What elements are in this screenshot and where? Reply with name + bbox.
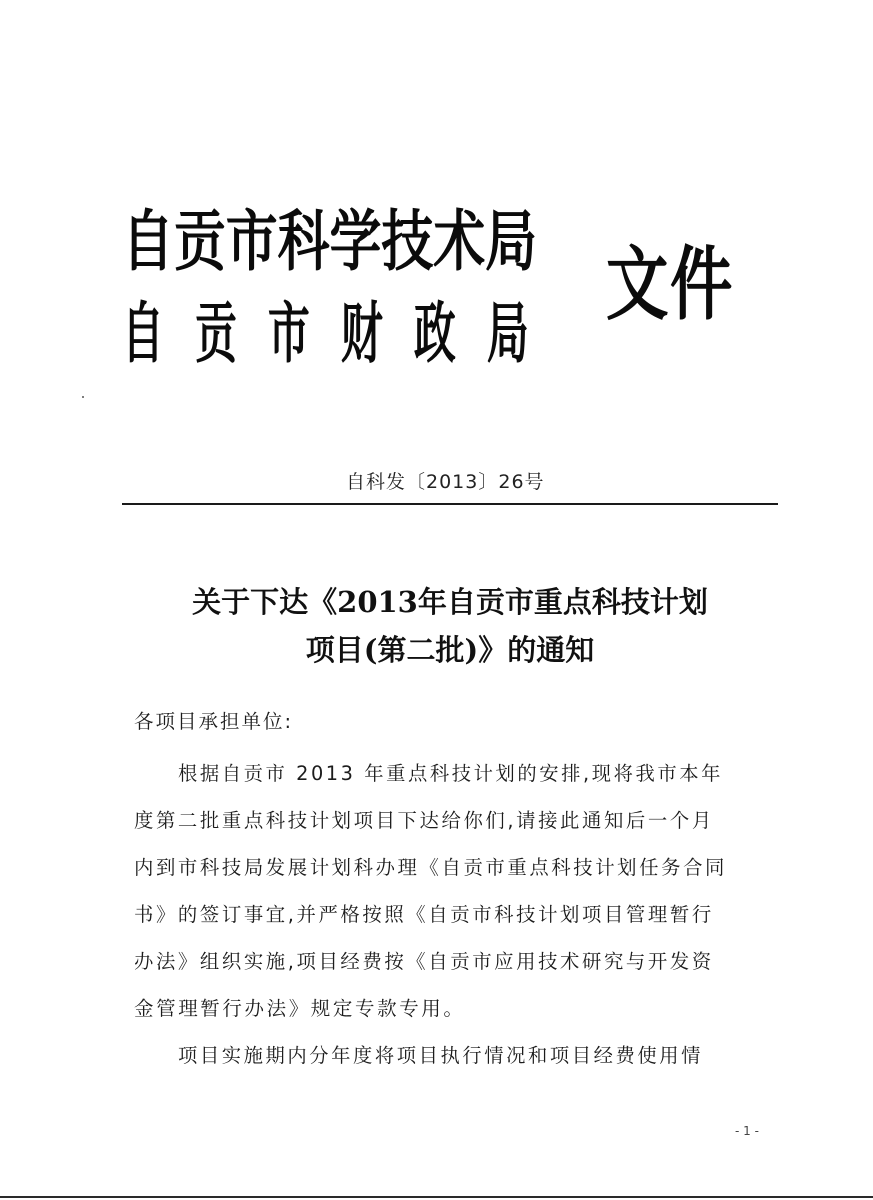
paragraph-2-line: 项目实施期内分年度将项目执行情况和项目经费使用情 (178, 1044, 704, 1067)
notice-title-line-2: 项目(第二批)》的通知 (305, 633, 595, 667)
paragraph-1-line: 书》的签订事宜,并严格按照《自贡市科技计划项目管理暂行 (134, 903, 714, 926)
salutation: 各项目承担单位: (134, 710, 294, 733)
paragraph-1-line: 办法》组织实施,项目经费按《自贡市应用技术研究与开发资 (134, 950, 714, 973)
notice-title-line-1: 关于下达《2013年自贡市重点科技计划 (192, 585, 708, 619)
issuer-line-2: 自 贡 市 财 政 局 (122, 294, 537, 372)
scan-bottom-edge (0, 1196, 873, 1198)
header-divider (122, 503, 778, 505)
scan-speck (82, 396, 84, 398)
paragraph-1-line: 金管理暂行办法》规定专款专用。 (134, 997, 466, 1020)
paragraph-1-line: 度第二批重点科技计划项目下达给你们,请接此通知后一个月 (134, 809, 714, 832)
document-type-label: 文件 (606, 237, 735, 331)
issuer-line-1: 自贡市科学技术局 (122, 202, 538, 280)
paragraph-1-line: 内到市科技局发展计划科办理《自贡市重点科技计划任务合同 (134, 856, 728, 879)
page-number: - 1 - (735, 1124, 759, 1138)
paragraph-1-line: 根据自贡市 2013 年重点科技计划的安排,现将我市本年 (178, 762, 723, 785)
document-number: 自科发〔2013〕26号 (346, 471, 545, 493)
